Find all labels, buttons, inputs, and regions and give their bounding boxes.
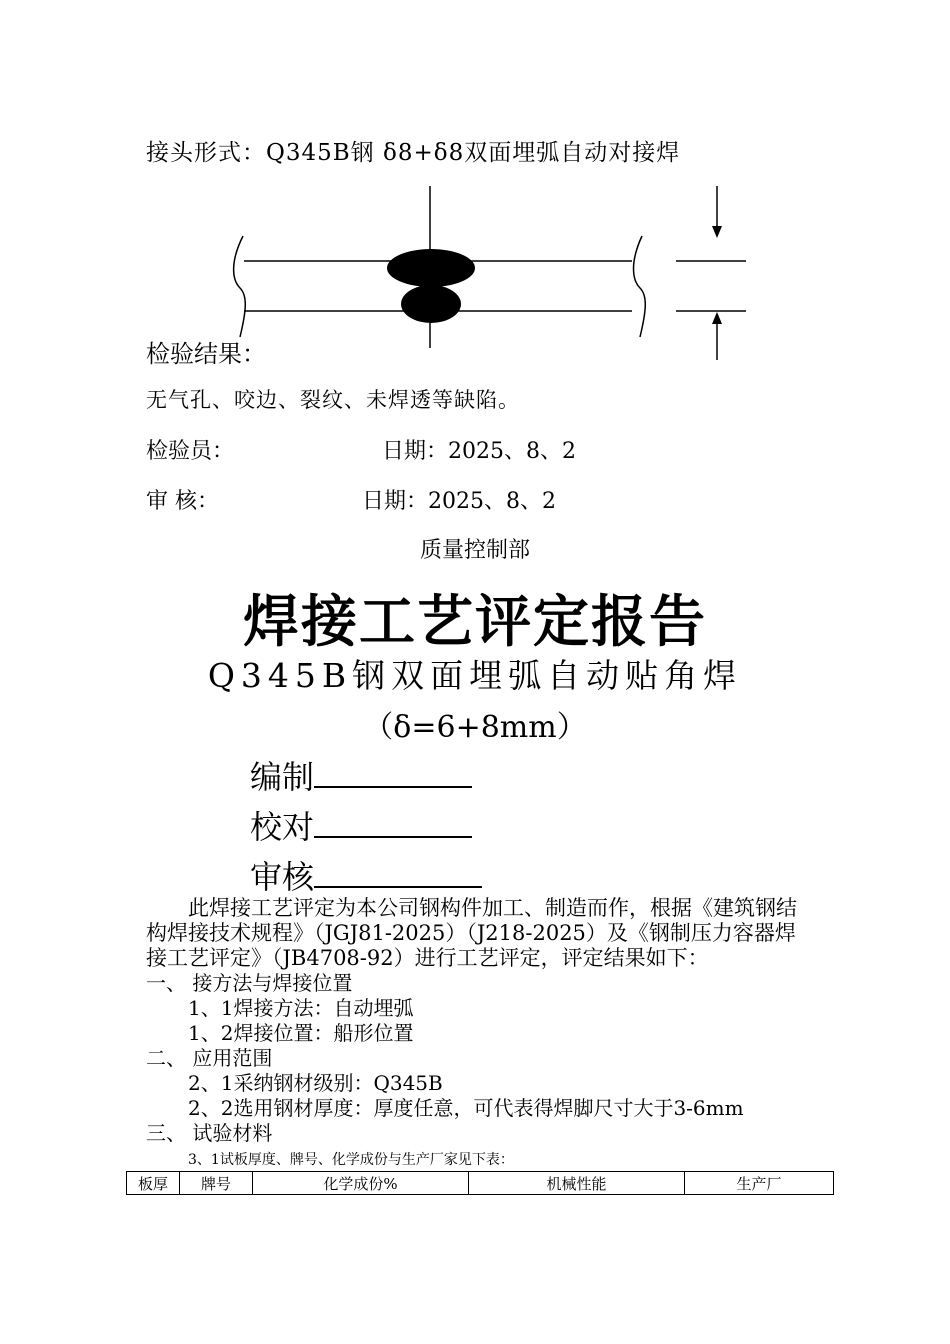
inspection-result: 无气孔、咬边、裂纹、未焊透等缺陷。 bbox=[146, 388, 520, 412]
inspector-date: 日期：2025、8、2 bbox=[382, 439, 576, 464]
review-label: 审核 bbox=[250, 858, 315, 896]
section-1-heading: 一、 接方法与焊接位置 bbox=[146, 971, 353, 995]
proofread-label: 校对 bbox=[250, 808, 315, 846]
materials-table bbox=[126, 1171, 834, 1195]
section-1-1: 1、1焊接方法：自动埋弧 bbox=[188, 996, 414, 1020]
header-grade: 牌号 bbox=[180, 1172, 253, 1195]
compile-label: 编制 bbox=[250, 758, 315, 796]
review-signature bbox=[250, 852, 482, 898]
header-mechanical: 机械性能 bbox=[469, 1172, 685, 1195]
compile-blank bbox=[314, 758, 472, 788]
header-thickness: 板厚 bbox=[127, 1172, 180, 1195]
section-2-1: 2、1采纳钢材级别：Q345B bbox=[188, 1071, 443, 1095]
inspector-label: 检验员： bbox=[146, 439, 235, 464]
header-manufacturer: 生产厂 bbox=[685, 1172, 834, 1195]
proofread-signature bbox=[250, 802, 472, 848]
section-1-2: 1、2焊接位置：船形位置 bbox=[188, 1021, 414, 1045]
report-title: 焊接工艺评定报告 bbox=[243, 590, 707, 655]
section-3-1: 3、1试板厚度、牌号、化学成份与生产厂家见下表： bbox=[188, 1152, 514, 1168]
department: 质量控制部 bbox=[419, 538, 530, 563]
compile-signature bbox=[250, 752, 472, 798]
report-thickness: （δ=6+8mm） bbox=[363, 710, 587, 745]
reviewer-date: 日期：2025、8、2 bbox=[362, 489, 556, 514]
table-header-row bbox=[127, 1172, 834, 1195]
section-2-heading: 二、 应用范围 bbox=[146, 1046, 273, 1070]
intro-paragraph: 此焊接工艺评定为本公司钢构件加工、制造而作，根据《建筑钢结构焊接技术规程》（JGJ81-2025）（J218-2025）及《钢制压力容器焊接工艺评定》（JB4708-92）进行工艺评定，评定结果如下： bbox=[146, 896, 797, 970]
joint-form-text: 接头形式：Q345B钢 δ8+δ8双面埋弧自动对接焊 bbox=[146, 140, 681, 166]
header-chemistry: 化学成份% bbox=[253, 1172, 469, 1195]
section-2-2: 2、2选用钢材厚度：厚度任意，可代表得焊脚尺寸大于3-6mm bbox=[188, 1096, 744, 1120]
report-subtitle: Q345B钢双面埋弧自动贴角焊 bbox=[207, 656, 743, 695]
weld-joint-diagram bbox=[0, 0, 950, 370]
section-3-heading: 三、 试验材料 bbox=[146, 1121, 273, 1145]
review-blank bbox=[314, 858, 482, 888]
proofread-blank bbox=[314, 808, 472, 838]
reviewer-label: 审 核： bbox=[146, 489, 219, 514]
inspection-title: 检验结果： bbox=[146, 340, 266, 368]
